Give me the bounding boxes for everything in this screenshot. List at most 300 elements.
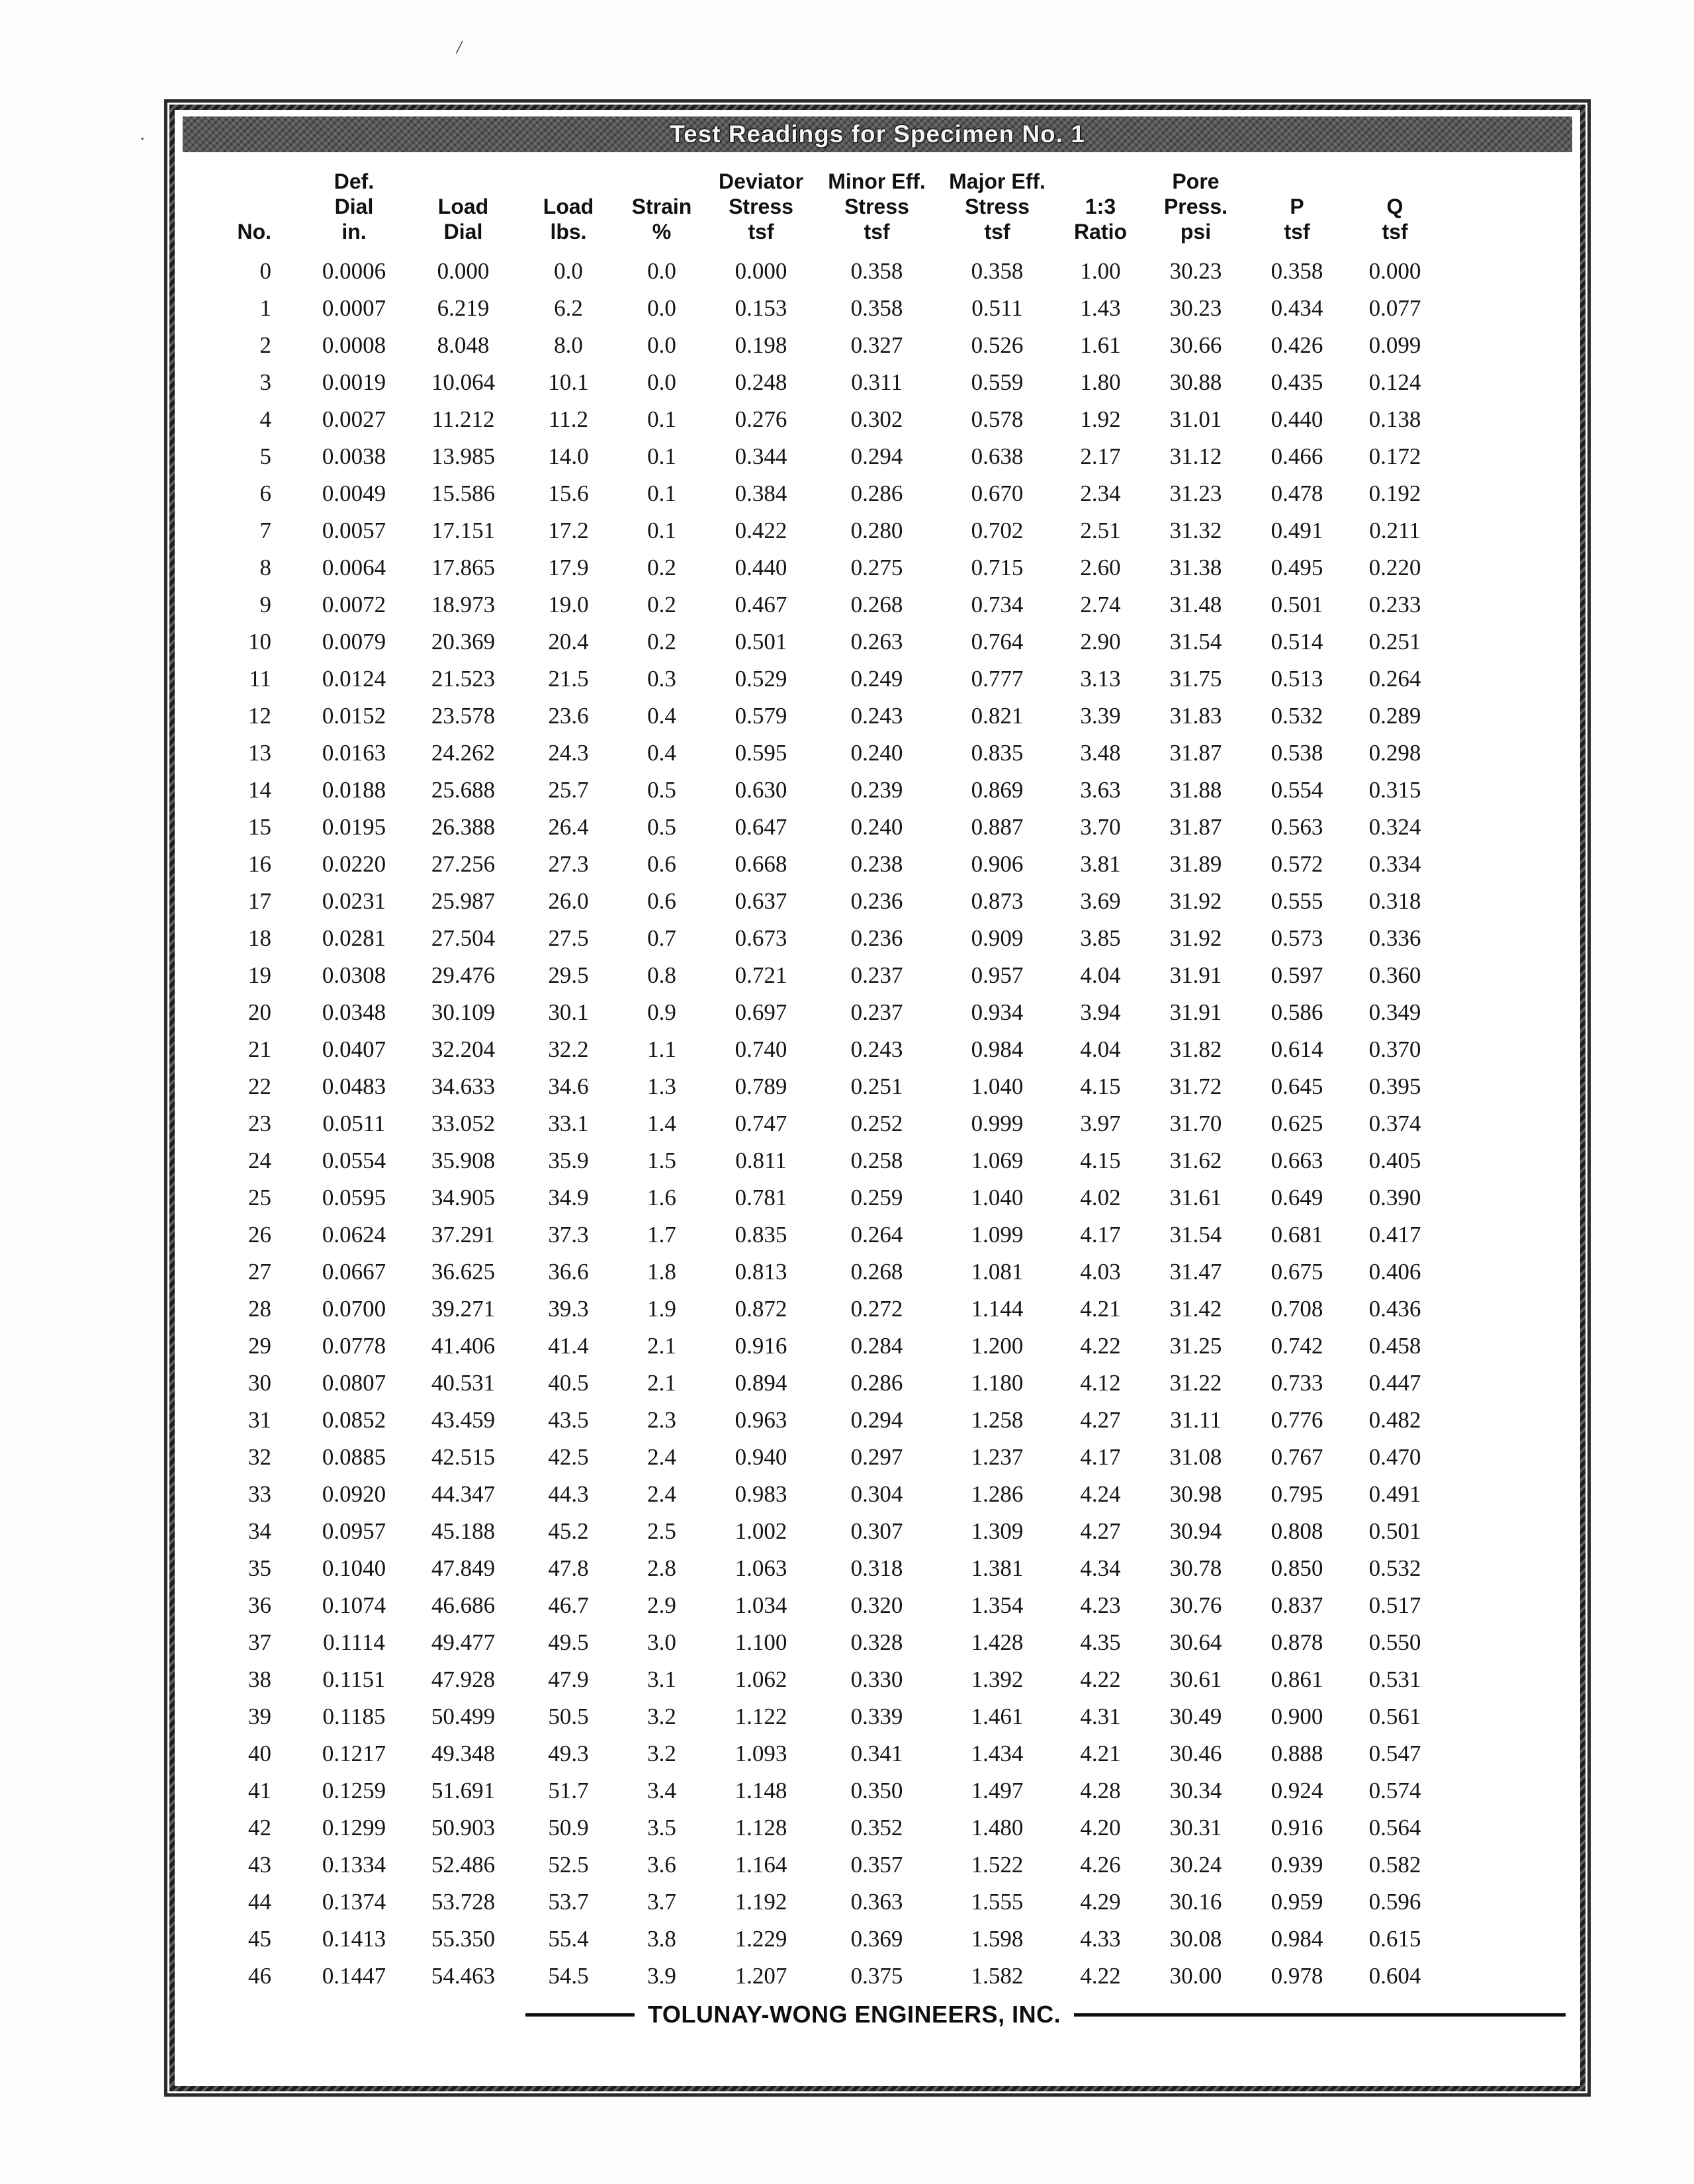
table-body — [226, 252, 1444, 1994]
table-row — [226, 771, 1444, 808]
table-cell: 1.164 — [735, 1851, 787, 1878]
table-cell: 0.1 — [647, 480, 676, 506]
table-cell: 3.39 — [1080, 702, 1121, 729]
table-row — [226, 400, 1444, 437]
table-cell: 0.940 — [735, 1443, 787, 1470]
table-cell: 0.294 — [850, 443, 903, 469]
table-cell: 0.531 — [1368, 1666, 1421, 1692]
table-cell: 0.243 — [850, 1036, 903, 1062]
table-cell: 0.6 — [647, 887, 676, 914]
table-cell: 2.8 — [647, 1555, 676, 1581]
table-row — [226, 697, 1444, 734]
table-cell: 31 — [248, 1406, 271, 1433]
table-cell: 0.733 — [1270, 1369, 1323, 1396]
table-cell: 0.742 — [1270, 1332, 1323, 1359]
table-cell: 3.6 — [647, 1851, 676, 1878]
table-cell: 0.573 — [1270, 925, 1323, 951]
table-cell: 2.90 — [1080, 628, 1121, 655]
table-cell: 17.2 — [548, 517, 589, 543]
table-cell: 53.7 — [548, 1888, 589, 1915]
table-cell: 2.4 — [647, 1480, 676, 1507]
table-cell: 0.000 — [735, 257, 787, 284]
table-cell: 30.1 — [548, 999, 589, 1025]
table-cell: 0.233 — [1368, 591, 1421, 617]
table-row — [226, 1623, 1444, 1661]
table-cell: 0.286 — [850, 1369, 903, 1396]
table-cell: 0.358 — [850, 257, 903, 284]
table-cell: 0.561 — [1368, 1703, 1421, 1729]
table-cell: 47.928 — [431, 1666, 496, 1692]
table-cell: 0.811 — [735, 1147, 787, 1173]
table-cell: 0.440 — [735, 554, 787, 580]
column-header: Deviator Stress tsf — [718, 169, 804, 244]
table-cell: 0.099 — [1368, 332, 1421, 358]
column-header: Q tsf — [1382, 194, 1408, 244]
table-cell: 1.093 — [735, 1740, 787, 1766]
table-cell: 0.4 — [647, 702, 676, 729]
table-cell: 0.251 — [850, 1073, 903, 1099]
table-cell: 46.686 — [431, 1592, 496, 1618]
table-cell: 26.4 — [548, 813, 589, 840]
table-cell: 0.318 — [1368, 887, 1421, 914]
table-cell: 0.501 — [735, 628, 787, 655]
table-cell: 0.0 — [647, 295, 676, 321]
table-cell: 0.458 — [1368, 1332, 1421, 1359]
table-cell: 0.275 — [850, 554, 903, 580]
table-cell: 44.3 — [548, 1480, 589, 1507]
table-cell: 4.29 — [1080, 1888, 1121, 1915]
table-cell: 2.34 — [1080, 480, 1121, 506]
table-cell: 29.5 — [548, 962, 589, 988]
table-cell: 22 — [248, 1073, 271, 1099]
table-cell: 0.6 — [647, 850, 676, 877]
table-cell: 0.467 — [735, 591, 787, 617]
table-cell: 0.789 — [735, 1073, 787, 1099]
table-cell: 30.76 — [1169, 1592, 1222, 1618]
table-cell: 3.7 — [647, 1888, 676, 1915]
table-cell: 35.908 — [431, 1147, 496, 1173]
table-cell: 0.747 — [735, 1110, 787, 1136]
table-cell: 13 — [248, 739, 271, 766]
table-cell: 2 — [259, 332, 271, 358]
table-cell: 0.630 — [735, 776, 787, 803]
table-cell: 0.258 — [850, 1147, 903, 1173]
table-cell: 0.298 — [1368, 739, 1421, 766]
table-cell: 4.17 — [1080, 1221, 1121, 1248]
table-cell: 1.428 — [971, 1629, 1024, 1655]
table-cell: 26 — [248, 1221, 271, 1248]
table-cell: 7 — [259, 517, 271, 543]
table-cell: 0.0 — [647, 369, 676, 395]
table-cell: 36 — [248, 1592, 271, 1618]
table-cell: 8.048 — [437, 332, 490, 358]
table-cell: 0.924 — [1270, 1777, 1323, 1803]
table-cell: 0.236 — [850, 887, 903, 914]
table-cell: 0.638 — [971, 443, 1024, 469]
table-cell: 21 — [248, 1036, 271, 1062]
table-cell: 31.91 — [1169, 999, 1222, 1025]
table-cell: 11 — [249, 665, 271, 692]
table-row — [226, 1253, 1444, 1290]
table-cell: 0.900 — [1270, 1703, 1323, 1729]
table-cell: 31.89 — [1169, 850, 1222, 877]
table-cell: 0.172 — [1368, 443, 1421, 469]
table-cell: 0.0038 — [322, 443, 386, 469]
table-cell: 0.297 — [850, 1443, 903, 1470]
table-cell: 0.0195 — [322, 813, 386, 840]
table-cell: 0.963 — [735, 1406, 787, 1433]
table-cell: 0.9 — [647, 999, 676, 1025]
table-cell: 41 — [248, 1777, 271, 1803]
table-cell: 0.563 — [1270, 813, 1323, 840]
table-cell: 30.66 — [1169, 332, 1222, 358]
table-cell: 31.83 — [1169, 702, 1222, 729]
table-cell: 47.849 — [431, 1555, 496, 1581]
table-cell: 0.888 — [1270, 1740, 1323, 1766]
table-cell: 30.31 — [1169, 1814, 1222, 1841]
table-cell: 0.511 — [971, 295, 1023, 321]
table-cell: 20.4 — [548, 628, 589, 655]
table-cell: 2.9 — [647, 1592, 676, 1618]
table-cell: 30.64 — [1169, 1629, 1222, 1655]
table-cell: 3.63 — [1080, 776, 1121, 803]
table-cell: 31.47 — [1169, 1258, 1222, 1285]
table-cell: 0.861 — [1270, 1666, 1323, 1692]
table-cell: 1.081 — [971, 1258, 1024, 1285]
table-cell: 0.284 — [850, 1332, 903, 1359]
table-cell: 0.514 — [1270, 628, 1323, 655]
readings-table — [226, 169, 1444, 1994]
table-cell: 4.22 — [1080, 1332, 1121, 1359]
table-cell: 18.973 — [431, 591, 496, 617]
table-cell: 0.336 — [1368, 925, 1421, 951]
table-cell: 0.579 — [735, 702, 787, 729]
table-cell: 0.264 — [850, 1221, 903, 1248]
table-cell: 0.869 — [971, 776, 1024, 803]
table-cell: 0.330 — [850, 1666, 903, 1692]
table-cell: 6.2 — [554, 295, 583, 321]
table-cell: 0.795 — [1270, 1480, 1323, 1507]
table-cell: 0.0624 — [322, 1221, 386, 1248]
table-cell: 0.663 — [1270, 1147, 1323, 1173]
table-row — [226, 1475, 1444, 1512]
table-cell: 0.0072 — [322, 591, 386, 617]
table-cell: 0.0667 — [322, 1258, 386, 1285]
table-cell: 15 — [248, 813, 271, 840]
table-cell: 4.31 — [1080, 1703, 1121, 1729]
table-cell: 20.369 — [431, 628, 496, 655]
column-header: Pore Press. psi — [1163, 169, 1228, 244]
table-cell: 1.144 — [971, 1295, 1024, 1322]
table-cell: 0.0049 — [322, 480, 386, 506]
table-cell: 31.42 — [1169, 1295, 1222, 1322]
table-cell: 3.70 — [1080, 813, 1121, 840]
table-cell: 0.436 — [1368, 1295, 1421, 1322]
table-cell: 43 — [248, 1851, 271, 1878]
table-row — [226, 1105, 1444, 1142]
table-cell: 0.1185 — [322, 1703, 386, 1729]
table-cell: 0.263 — [850, 628, 903, 655]
table-cell: 0.360 — [1368, 962, 1421, 988]
table-cell: 30.23 — [1169, 257, 1222, 284]
table-cell: 0.1040 — [322, 1555, 386, 1581]
table-cell: 3.94 — [1080, 999, 1121, 1025]
table-cell: 6.219 — [437, 295, 490, 321]
table-cell: 25 — [248, 1184, 271, 1210]
table-cell: 1.7 — [647, 1221, 676, 1248]
table-cell: 54.5 — [548, 1962, 589, 1989]
table-cell: 0.358 — [971, 257, 1024, 284]
table-cell: 0.0852 — [322, 1406, 386, 1433]
table-row — [226, 1290, 1444, 1327]
table-cell: 0.0595 — [322, 1184, 386, 1210]
table-cell: 2.4 — [647, 1443, 676, 1470]
table-cell: 0.1 — [647, 406, 676, 432]
table-cell: 0.8 — [647, 962, 676, 988]
table-cell: 4.20 — [1080, 1814, 1121, 1841]
table-cell: 0.501 — [1270, 591, 1323, 617]
table-cell: 0.375 — [850, 1962, 903, 1989]
table-cell: 30 — [248, 1369, 271, 1396]
table-cell: 0.1374 — [322, 1888, 386, 1915]
table-cell: 0.0163 — [322, 739, 386, 766]
table-row — [226, 919, 1444, 956]
table-cell: 17.151 — [431, 517, 496, 543]
table-cell: 31.61 — [1169, 1184, 1222, 1210]
table-cell: 0.1413 — [322, 1925, 386, 1952]
table-cell: 52.5 — [548, 1851, 589, 1878]
column-header: Strain % — [631, 194, 692, 244]
table-cell: 1.61 — [1080, 332, 1121, 358]
table-row — [226, 1957, 1444, 1994]
table-cell: 31.25 — [1169, 1332, 1222, 1359]
table-cell: 30.49 — [1169, 1703, 1222, 1729]
table-cell: 2.1 — [647, 1332, 676, 1359]
table-cell: 36.625 — [431, 1258, 496, 1285]
table-cell: 32 — [248, 1443, 271, 1470]
table-cell: 0.482 — [1368, 1406, 1421, 1433]
table-cell: 3.0 — [647, 1629, 676, 1655]
table-cell: 0.0554 — [322, 1147, 386, 1173]
table-cell: 2.74 — [1080, 591, 1121, 617]
table-cell: 10.1 — [548, 369, 589, 395]
table-cell: 0.983 — [735, 1480, 787, 1507]
table-cell: 1.207 — [735, 1962, 787, 1989]
table-cell: 0.7 — [647, 925, 676, 951]
table-row — [226, 586, 1444, 623]
table-row — [226, 512, 1444, 549]
table-cell: 3.48 — [1080, 739, 1121, 766]
table-cell: 4.23 — [1080, 1592, 1121, 1618]
table-cell: 1.80 — [1080, 369, 1121, 395]
table-cell: 0.324 — [1368, 813, 1421, 840]
table-cell: 0.307 — [850, 1518, 903, 1544]
table-cell: 0.906 — [971, 850, 1024, 877]
table-cell: 17.865 — [431, 554, 496, 580]
table-cell: 44.347 — [431, 1480, 496, 1507]
table-cell: 1.00 — [1080, 257, 1121, 284]
table-cell: 1.43 — [1080, 295, 1121, 321]
table-cell: 37 — [248, 1629, 271, 1655]
table-cell: 1.9 — [647, 1295, 676, 1322]
table-cell: 3.81 — [1080, 850, 1121, 877]
table-cell: 3.69 — [1080, 887, 1121, 914]
table-cell: 1.099 — [971, 1221, 1024, 1248]
table-cell: 0.0231 — [322, 887, 386, 914]
table-cell: 1.237 — [971, 1443, 1024, 1470]
table-cell: 34.633 — [431, 1073, 496, 1099]
table-cell: 0.302 — [850, 406, 903, 432]
table-cell: 0.532 — [1368, 1555, 1421, 1581]
column-header: Minor Eff. Stress tsf — [828, 169, 926, 244]
table-cell: 0.984 — [971, 1036, 1024, 1062]
table-row — [226, 1549, 1444, 1586]
table-cell: 0.501 — [1368, 1518, 1421, 1544]
table-cell: 0.289 — [1368, 702, 1421, 729]
table-cell: 1.434 — [971, 1740, 1024, 1766]
table-cell: 0.344 — [735, 443, 787, 469]
table-cell: 0.0220 — [322, 850, 386, 877]
table-cell: 0.491 — [1270, 517, 1323, 543]
table-cell: 30.88 — [1169, 369, 1222, 395]
table-cell: 11.212 — [431, 406, 495, 432]
table-cell: 43.459 — [431, 1406, 496, 1433]
table-cell: 0.0 — [647, 332, 676, 358]
table-cell: 0.578 — [971, 406, 1024, 432]
table-cell: 1.392 — [971, 1666, 1024, 1692]
table-cell: 0.0006 — [322, 257, 386, 284]
table-cell: 0.1114 — [323, 1629, 385, 1655]
table-cell: 46.7 — [548, 1592, 589, 1618]
table-cell: 37.291 — [431, 1221, 496, 1248]
table-cell: 0.0700 — [322, 1295, 386, 1322]
table-cell: 31.62 — [1169, 1147, 1222, 1173]
table-cell: 1.040 — [971, 1073, 1024, 1099]
table-cell: 31.70 — [1169, 1110, 1222, 1136]
column-header: Load Dial — [437, 194, 489, 244]
table-cell: 0.1151 — [322, 1666, 386, 1692]
table-row — [226, 623, 1444, 660]
table-cell: 35.9 — [548, 1147, 589, 1173]
table-row — [226, 1846, 1444, 1883]
table-cell: 32.2 — [548, 1036, 589, 1062]
table-cell: 0.294 — [850, 1406, 903, 1433]
table-cell: 3.97 — [1080, 1110, 1121, 1136]
table-cell: 1.497 — [971, 1777, 1024, 1803]
table-cell: 31.92 — [1169, 925, 1222, 951]
table-cell: 26.0 — [548, 887, 589, 914]
table-row — [226, 1438, 1444, 1475]
table-cell: 3 — [259, 369, 271, 395]
table-cell: 0.835 — [971, 739, 1024, 766]
table-cell: 1.4 — [647, 1110, 676, 1136]
table-cell: 0.0885 — [322, 1443, 386, 1470]
table-cell: 4.27 — [1080, 1518, 1121, 1544]
table-cell: 0.0407 — [322, 1036, 386, 1062]
table-row — [226, 437, 1444, 475]
table-cell: 17 — [248, 887, 271, 914]
table-cell: 0.894 — [735, 1369, 787, 1396]
table-cell: 0.999 — [971, 1110, 1024, 1136]
table-cell: 0.369 — [850, 1925, 903, 1952]
table-cell: 1.069 — [971, 1147, 1024, 1173]
table-cell: 31.11 — [1170, 1406, 1222, 1433]
table-cell: 27.256 — [431, 850, 496, 877]
table-cell: 23.578 — [431, 702, 496, 729]
table-cell: 1.8 — [647, 1258, 676, 1285]
table-cell: 4.26 — [1080, 1851, 1121, 1878]
table-cell: 0.764 — [971, 628, 1024, 655]
table-cell: 31.22 — [1169, 1369, 1222, 1396]
table-cell: 53.728 — [431, 1888, 496, 1915]
table-cell: 0.236 — [850, 925, 903, 951]
table-cell: 0.0007 — [322, 295, 386, 321]
table-cell: 29 — [248, 1332, 271, 1359]
table-row — [226, 845, 1444, 882]
table-cell: 6 — [259, 480, 271, 506]
table-cell: 1.286 — [971, 1480, 1024, 1507]
table-cell: 0.1299 — [322, 1814, 386, 1841]
table-cell: 0.405 — [1368, 1147, 1421, 1173]
table-cell: 17.9 — [548, 554, 589, 580]
table-cell: 0.721 — [735, 962, 787, 988]
table-row — [226, 252, 1444, 289]
table-cell: 24.262 — [431, 739, 496, 766]
table-cell: 0.491 — [1368, 1480, 1421, 1507]
table-cell: 31.87 — [1169, 739, 1222, 766]
table-cell: 42 — [248, 1814, 271, 1841]
table-cell: 0.280 — [850, 517, 903, 543]
table-cell: 0.909 — [971, 925, 1024, 951]
table-cell: 30.109 — [431, 999, 496, 1025]
table-cell: 0.318 — [850, 1555, 903, 1581]
table-cell: 0.251 — [1368, 628, 1421, 655]
table-cell: 20 — [248, 999, 271, 1025]
table-cell: 40.5 — [548, 1369, 589, 1396]
table-row — [226, 1772, 1444, 1809]
table-cell: 0.349 — [1368, 999, 1421, 1025]
footer-rule-left — [525, 2013, 635, 2017]
column-header: No. — [237, 219, 271, 244]
table-cell: 0.0281 — [322, 925, 386, 951]
table-cell: 49.348 — [431, 1740, 496, 1766]
table-cell: 30.00 — [1169, 1962, 1222, 1989]
table-cell: 0.311 — [851, 369, 903, 395]
footer — [175, 2001, 1580, 2028]
table-cell: 41.406 — [431, 1332, 496, 1359]
table-cell: 0.422 — [735, 517, 787, 543]
table-cell: 0.526 — [971, 332, 1024, 358]
table-cell: 0.435 — [1270, 369, 1323, 395]
table-cell: 31.91 — [1169, 962, 1222, 988]
table-cell: 0.649 — [1270, 1184, 1323, 1210]
table-cell: 24 — [248, 1147, 271, 1173]
table-cell: 0.850 — [1270, 1555, 1323, 1581]
table-cell: 23.6 — [548, 702, 589, 729]
table-cell: 31.54 — [1169, 628, 1222, 655]
table-cell: 0.978 — [1270, 1962, 1323, 1989]
table-cell: 2.17 — [1080, 443, 1121, 469]
table-cell: 0.538 — [1270, 739, 1323, 766]
table-cell: 31.48 — [1169, 591, 1222, 617]
table-cell: 15.586 — [431, 480, 496, 506]
table-cell: 0.259 — [850, 1184, 903, 1210]
table-cell: 31.82 — [1169, 1036, 1222, 1062]
table-row — [226, 1142, 1444, 1179]
table-cell: 1.598 — [971, 1925, 1024, 1952]
table-cell: 0.0152 — [322, 702, 386, 729]
table-cell: 51.691 — [431, 1777, 496, 1803]
